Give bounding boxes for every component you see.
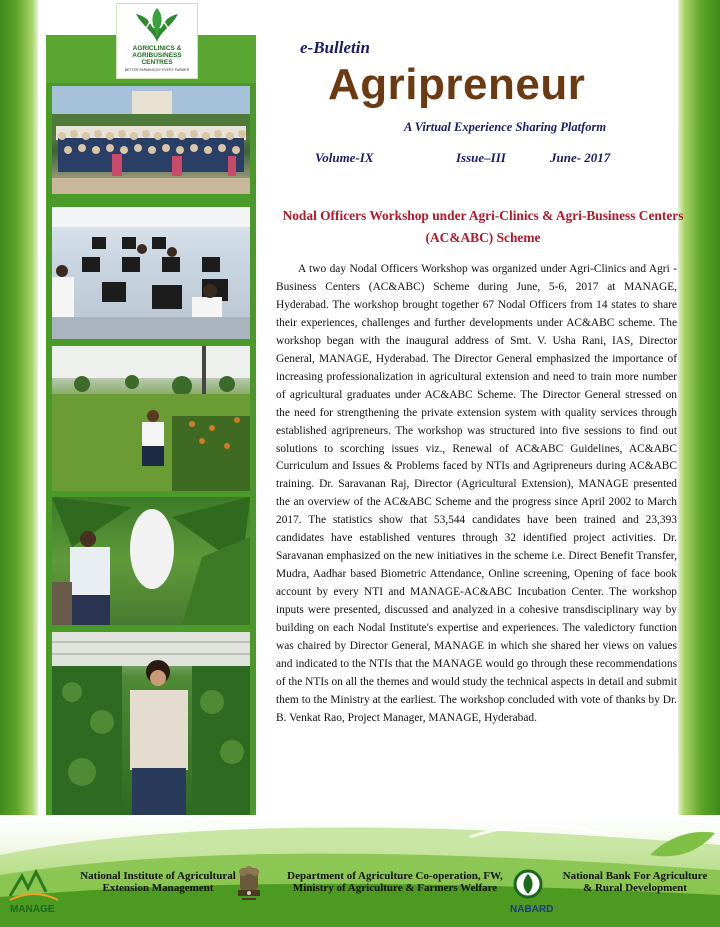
org-dac-name: Department of Agriculture Co-operation, FW, Ministry of Agriculture & Farmers Welfare <box>287 870 503 894</box>
org-nabard-name: National Bank For Agriculture & Rural Development <box>562 870 708 894</box>
field-photo <box>52 346 250 491</box>
greenhouse-photo <box>52 632 250 815</box>
acabc-logo <box>116 3 198 79</box>
nabard-logo-icon <box>508 866 558 916</box>
date-label: June- 2017 <box>550 150 611 165</box>
article-body <box>276 261 677 728</box>
ebulletin-label: e-Bulletin <box>300 38 370 57</box>
article-headline: Nodal Officers Workshop under Agri-Clinics & Agri-Business Centers (AC&ABC) Scheme <box>282 208 684 245</box>
national-emblem-icon <box>232 862 266 914</box>
manage-label: MANAGE <box>10 904 55 915</box>
page-title: Agripreneur <box>328 60 586 109</box>
left-green-border <box>0 0 38 815</box>
right-green-border <box>678 0 720 815</box>
logo-text: AGRICLINICS & AGRIBUSINESS CENTRES <box>132 45 182 66</box>
tagline: A Virtual Experience Sharing Platform <box>404 120 607 134</box>
computer-lab-photo <box>52 207 250 339</box>
volume-label: Volume-IX <box>315 150 374 165</box>
issue-label: Issue–III <box>456 150 506 165</box>
org-manage-name: National Institute of Agricultural Extension Management <box>80 870 236 894</box>
article-body-text: A two day Nodal Officers Workshop was organized under Agri-Clinics and Agri -Business Centers (AC&ABC) Scheme during June, 5-6, 2017 at MANAGE, Hyderabad. The workshop brought together 67 Nodal Officers from 14 states to share their experiences, challenges and further developments under AC&ABC scheme. The workshop began with the inaugural address of Smt. V. Usha Rani, IAS, Director General, MANAGE, Hyderabad. The Director General emphasized the importance of increasing professionalization in agricultural extension and need to train more number of agricultural graduates under AC&ABC Scheme. The Director General stressed on the need for strengthening the private extension system with quality services through established agripreneurs. The workshop was structured into five sessions to find out solutions to scorching issues viz., Renewal of AC&ABC Guidelines, AC&ABC Curriculum and Issues & Problems faced by NTIs and Agripreneurs during AC&ABC training. Dr. Saravanan Raj, Director (Agricultural Extension), MANAGE presented the an overview of the AC&ABC Scheme and the progress since April 2002 to March 2017. The statistics show that 53,544 candidates have been trained and 23,393 candidates have established ventures through 32 identified project activities. Dr. Saravanan emphasized on the new initiatives in the scheme i.e. Direct Benefit Transfer, Mudra, Aadhar based Biometric Attendance, Online screening, Opening of face book account by every NTI and MANAGE-AC&ABC Incubation Center. The workshop inputs were presented, discussed and analyzed in a cohesive transdisciplinary way by building on each Nodal Institute's expertise and experiences. The valedictory function was chaired by Director General, MANAGE in which she shared her views on values and indicated to the NTIs that the MANAGE would go through these recommendations of the NTIs on all the themes and would study the technical aspects in detail and submit them to the Ministry at the earliest. The workshop concluded with vote of thanks by Dr. B. Venkat Rao, Project Manager, MANAGE, Hyderabad. <box>276 263 677 724</box>
logo-subtext: BETTER FARMING BY EVERY FARMER <box>124 68 190 72</box>
leaf-logo-icon <box>132 6 182 44</box>
nabard-label: NABARD <box>510 904 554 915</box>
banana-plantation-photo <box>52 497 250 625</box>
manage-logo-icon <box>6 866 62 916</box>
group-photo <box>52 86 250 194</box>
